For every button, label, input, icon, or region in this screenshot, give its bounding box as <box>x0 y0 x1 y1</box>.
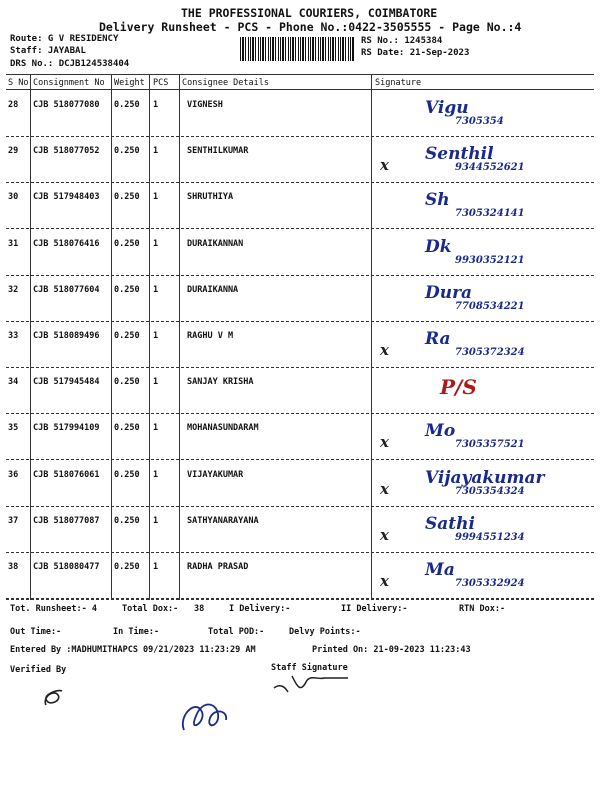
row-check-mark: x <box>380 433 389 451</box>
row-phone: 7305324141 <box>455 208 525 219</box>
staff-label: Staff: JAYABAL <box>10 46 86 56</box>
row-consignment-no: CJB 518089496 <box>33 331 100 341</box>
row-separator <box>6 367 594 368</box>
row-sno: 31 <box>8 239 19 249</box>
row-signature: Ra <box>425 329 451 349</box>
row-weight: 0.250 <box>114 192 140 202</box>
row-consignee: RAGHU V M <box>187 331 234 341</box>
row-signature: Sathi <box>425 514 475 534</box>
row-check-mark: x <box>380 480 389 498</box>
row-consignee: DURAIKANNA <box>187 285 239 295</box>
row-sno: 38 <box>8 562 19 572</box>
row-phone: 9344552621 <box>455 162 525 173</box>
official-signature-icon <box>176 690 236 738</box>
row-pcs: 1 <box>153 285 159 295</box>
row-consignment-no: CJB 518077604 <box>33 285 100 295</box>
row-consignee: SHRUTHIYA <box>187 192 234 202</box>
i-delivery: I Delivery:- <box>229 604 291 614</box>
row-sno: 32 <box>8 285 19 295</box>
row-consignment-no: CJB 517945484 <box>33 377 100 387</box>
row-separator <box>6 552 594 553</box>
row-sno: 35 <box>8 423 19 433</box>
row-separator <box>6 321 594 322</box>
delvy-points: Delvy Points:- <box>289 627 361 637</box>
row-separator <box>6 182 594 183</box>
col-header-consignment: Consignment No <box>33 78 105 88</box>
table-header-border <box>6 89 594 90</box>
row-separator <box>6 136 594 137</box>
row-consignment-no: CJB 518076416 <box>33 239 100 249</box>
staff-signature-icon <box>270 670 360 700</box>
verified-by: Verified By <box>10 665 67 675</box>
row-weight: 0.250 <box>114 423 140 433</box>
row-phone: 7305354324 <box>455 486 525 497</box>
row-check-mark: x <box>380 526 389 544</box>
row-sno: 29 <box>8 146 19 156</box>
row-sno: 28 <box>8 100 19 110</box>
row-pcs: 1 <box>153 377 159 387</box>
row-consignee: VIGNESH <box>187 100 223 110</box>
row-consignee: RADHA PRASAD <box>187 562 249 572</box>
row-signature: Senthil <box>425 144 494 164</box>
table-row <box>0 92 600 138</box>
row-consignment-no: CJB 518077052 <box>33 146 100 156</box>
drs-label: DRS No.: DCJB124538404 <box>10 59 130 69</box>
in-time: In Time:- <box>113 627 160 637</box>
table-row <box>0 277 600 323</box>
total-pod: Total POD:- <box>208 627 265 637</box>
staff-signature: Staff Signature <box>271 663 348 673</box>
table-row <box>0 231 600 277</box>
row-pcs: 1 <box>153 146 159 156</box>
row-consignee: VIJAYAKUMAR <box>187 470 244 480</box>
row-separator <box>6 228 594 229</box>
table-row <box>0 184 600 230</box>
row-check-mark: x <box>380 572 389 590</box>
row-consignee: SATHYANARAYANA <box>187 516 259 526</box>
row-signature: Vigu <box>425 98 469 118</box>
row-sno: 37 <box>8 516 19 526</box>
row-weight: 0.250 <box>114 285 140 295</box>
barcode-image <box>240 37 354 61</box>
row-weight: 0.250 <box>114 470 140 480</box>
row-weight: 0.250 <box>114 239 140 249</box>
row-weight: 0.250 <box>114 331 140 341</box>
row-separator <box>6 275 594 276</box>
row-phone: 9930352121 <box>455 255 525 266</box>
row-pcs: 1 <box>153 100 159 110</box>
rs-date-label: RS Date: 21-Sep-2023 <box>361 48 470 58</box>
entered-by: Entered By :MADHUMITHAPCS 09/21/2023 11:23:29 AM <box>10 645 256 655</box>
row-pcs: 1 <box>153 516 159 526</box>
row-signature: Dk <box>425 237 452 257</box>
rtn-dox: RTN Dox:- <box>459 604 506 614</box>
table-row <box>0 369 600 415</box>
row-weight: 0.250 <box>114 377 140 387</box>
row-pcs: 1 <box>153 470 159 480</box>
row-consignee: MOHANASUNDARAM <box>187 423 259 433</box>
sheet-title: Delivery Runsheet - PCS - Phone No.:0422-3505555 - Page No.:4 <box>99 20 522 34</box>
row-consignment-no: CJB 518076061 <box>33 470 100 480</box>
total-dox-value: 38 <box>194 604 205 614</box>
tot-runsheet: Tot. Runsheet:- 4 <box>10 604 97 614</box>
row-pcs: 1 <box>153 239 159 249</box>
row-weight: 0.250 <box>114 100 140 110</box>
row-phone: 7708534221 <box>455 301 525 312</box>
row-consignment-no: CJB 518077087 <box>33 516 100 526</box>
row-weight: 0.250 <box>114 516 140 526</box>
total-dox-label: Total Dox:- <box>122 604 179 614</box>
row-check-mark: x <box>380 156 389 174</box>
col-header-weight: Weight <box>114 78 145 88</box>
row-sno: 33 <box>8 331 19 341</box>
table-row <box>0 323 600 369</box>
row-consignment-no: CJB 517948403 <box>33 192 100 202</box>
row-pcs: 1 <box>153 192 159 202</box>
row-consignment-no: CJB 518080477 <box>33 562 100 572</box>
table-row <box>0 138 600 184</box>
table-row <box>0 508 600 554</box>
row-phone: 7305332924 <box>455 578 525 589</box>
row-separator <box>6 413 594 414</box>
row-separator <box>6 459 594 460</box>
col-header-signature: Signature <box>375 78 422 88</box>
row-consignee: SENTHILKUMAR <box>187 146 249 156</box>
row-signature: Ma <box>425 560 455 580</box>
row-signature: Sh <box>425 190 450 210</box>
row-phone: 7305354 <box>455 116 504 127</box>
table-row <box>0 554 600 600</box>
table-row <box>0 415 600 461</box>
row-sno: 36 <box>8 470 19 480</box>
row-signature: Dura <box>425 283 473 303</box>
table-top-border <box>6 74 594 75</box>
table-row <box>0 462 600 508</box>
row-pcs: 1 <box>153 331 159 341</box>
row-separator <box>6 506 594 507</box>
ii-delivery: II Delivery:- <box>341 604 408 614</box>
row-phone: 7305372324 <box>455 347 525 358</box>
row-check-mark: x <box>380 341 389 359</box>
row-consignment-no: CJB 517994109 <box>33 423 100 433</box>
row-signature: Mo <box>425 421 456 441</box>
row-weight: 0.250 <box>114 146 140 156</box>
row-signature: Vijayakumar <box>425 468 545 488</box>
col-header-sno: S No <box>8 78 29 88</box>
out-time: Out Time:- <box>10 627 62 637</box>
route-label: Route: G V RESIDENCY <box>10 34 119 44</box>
row-phone: 9994551234 <box>455 532 525 543</box>
company-title: THE PROFESSIONAL COURIERS, COIMBATORE <box>181 6 438 20</box>
row-consignee: DURAIKANNAN <box>187 239 244 249</box>
table-bottom-border <box>6 599 594 600</box>
printed-on: Printed On: 21-09-2023 11:23:43 <box>312 645 471 655</box>
row-sno: 34 <box>8 377 19 387</box>
verifier-signature-icon <box>40 685 66 711</box>
row-consignee: SANJAY KRISHA <box>187 377 254 387</box>
row-weight: 0.250 <box>114 562 140 572</box>
row-signature: P/S <box>440 375 477 399</box>
row-phone: 7305357521 <box>455 439 525 450</box>
row-consignment-no: CJB 518077080 <box>33 100 100 110</box>
rs-no-label: RS No.: 1245384 <box>361 36 443 46</box>
row-pcs: 1 <box>153 423 159 433</box>
row-pcs: 1 <box>153 562 159 572</box>
col-header-consignee: Consignee Details <box>182 78 269 88</box>
col-header-pcs: PCS <box>153 78 169 88</box>
row-sno: 30 <box>8 192 19 202</box>
